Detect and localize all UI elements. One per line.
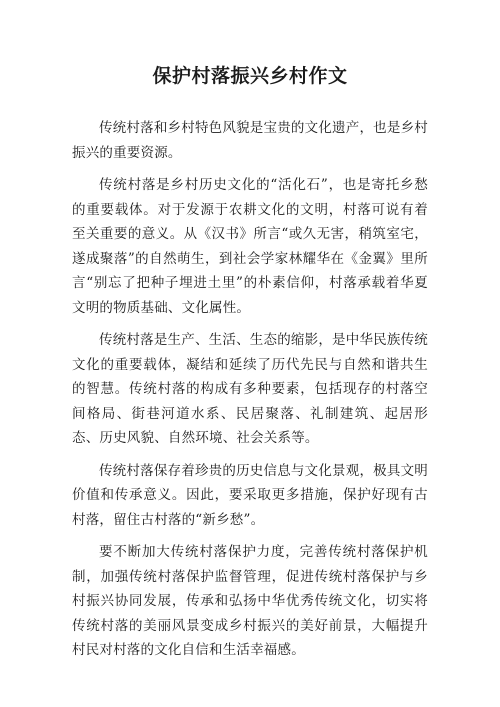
paragraph-1: 传统村落和乡村特色风貌是宝贵的文化遗产，也是乡村振兴的重要资源。 xyxy=(72,120,428,161)
document-body xyxy=(72,116,428,663)
paragraph-2: 传统村落是乡村历史文化的“活化石”，也是寄托乡愁的重要载体。对于发源于农耕文化的文明，村落可说有着至关重要的意义。从《汉书》所言“或久无害，稍筑室宅，遂成聚落”的自然萌生，到社会学家林耀华在《金翼》里所言“别忘了把种子埋进土里”的朴素信仰，村落承载着华夏文明的物质基础、文化属性。 xyxy=(72,177,428,316)
paragraph-4: 传统村落保存着珍贵的历史信息与文化景观，极具文明价值和传承意义。因此，要采取更多措施，保护好现有古村落，留住古村落的“新乡愁”。 xyxy=(72,462,428,528)
paragraph-3: 传统村落是生产、生活、生态的缩影，是中华民族传统文化的重要载体，凝结和延续了历代先民与自然和谐共生的智慧。传统村落的构成有多种要素，包括现存的村落空间格局、街巷河道水系、民居聚落、礼制建筑、起居形态、历史风貌、自然环境、社会关系等。 xyxy=(72,332,428,446)
paragraph-5: 要不断加大传统村落保护力度，完善传统村落保护机制，加强传统村落保护监督管理，促进传统村落保护与乡村振兴协同发展，传承和弘扬中华优秀传统文化，切实将传统村落的美丽风景变成乡村振兴的美好前景，大幅提升村民对村落的文化自信和生活幸福感。 xyxy=(72,544,428,658)
document-title: 保护村落振兴乡村作文 xyxy=(152,65,348,87)
